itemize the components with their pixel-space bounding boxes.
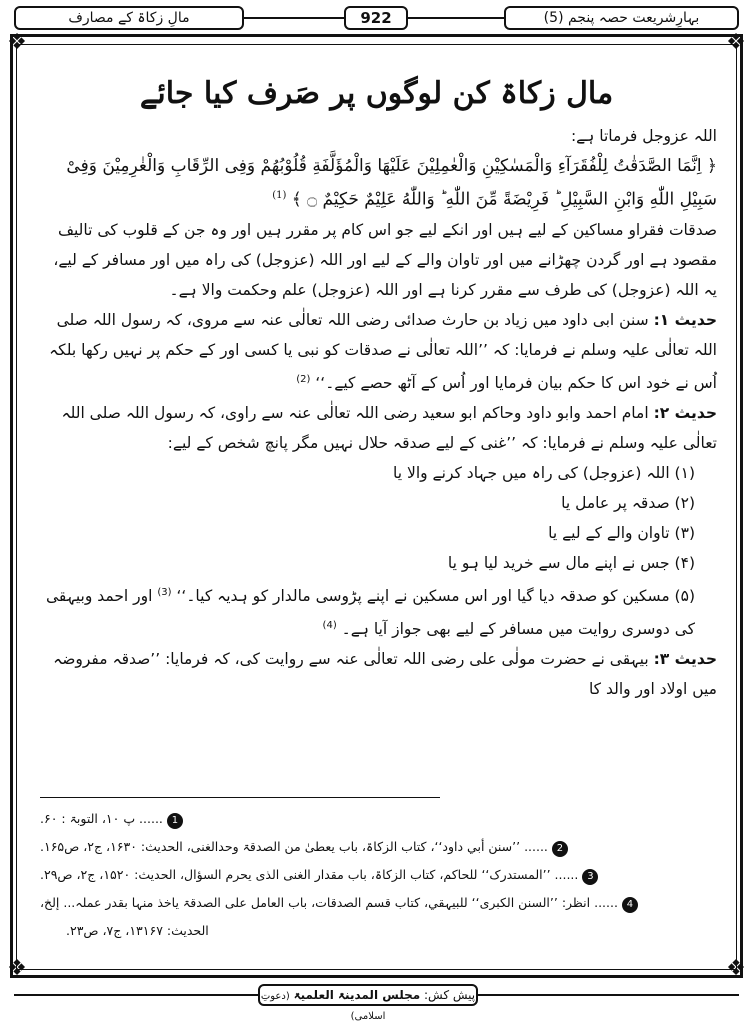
list-item: (۳) تاوان والے کے لیے یا xyxy=(548,523,695,542)
list-item xyxy=(36,578,717,644)
list-item-text: (۵) مسکین کو صدقہ دیا گیا اور اس مسکین نے اپنے پڑوسی مالدار کو ہدیہ کیا۔‘‘ xyxy=(176,586,695,605)
hadith-label: حدیث ۳: xyxy=(653,650,717,669)
publisher-badge xyxy=(258,984,478,1022)
presenter-label: پیش کش: xyxy=(424,988,476,1002)
hadith-2 xyxy=(36,398,717,458)
footnote-text: ...... پ ۱۰، التوبۃ : ۶۰. xyxy=(40,811,163,826)
verse-text: ﴿ اِنَّمَا الصَّدَقٰتُ لِلْفُقَرَآءِ وَالْمَسٰكِيْنِ وَالْعٰمِلِيْنَ عَلَيْهَا وَالْمُؤَلَّفَةِ قُلُوْبُهُمْ وَفِى الرِّقَابِ وَالْغٰرِمِيْنَ وَفِىْ سَبِيْلِ اللّٰهِ وَابْنِ السَّبِيْلِ ؕ فَرِيْضَةً مِّنَ اللّٰهِ ؕ وَاللّٰهُ عَلِيْمٌ حَكِيْمٌ ۝ ﴾ xyxy=(66,156,717,210)
translation-text: صدقات فقراو مساکین کے لیے ہیں اور انکے لیے جو اس کام پر مقرر ہیں اور وہ جن کے قلوب کی تالیف مقصود ہے اور گردن چھڑانے میں اور تاوان والے کے لیے اور اللہ (عزوجل) کی راہ میں اور مسافر کے لیے، یہ اللہ (عزوجل) کی طرف سے مقرر کرنا ہے اور اللہ (عزوجل) علم وحکمت والا ہے۔ xyxy=(53,220,717,299)
hadith-label: حدیث ۱: xyxy=(653,310,717,329)
hadith-label: حدیث ۲: xyxy=(653,403,717,422)
hadith-1 xyxy=(36,305,717,398)
chapter-title: مالِ زکاۃ کے مصارف xyxy=(14,6,244,30)
footnote-number: 1 xyxy=(167,813,183,829)
footnote-ref[interactable]: (3) xyxy=(157,586,172,598)
footer-rule xyxy=(14,994,258,996)
footnote-text: ...... ’’المستدرک‘‘ للحاکم، کتاب الزکاۃ، باب مقدار الغنی الذی یحرم السؤال، الحدیث: ۱۵۲۰، ج۲، ص۲۹. xyxy=(40,867,579,882)
footnote xyxy=(40,833,714,861)
publisher-tagline: (دعوتِ اسلامی) xyxy=(260,991,386,1022)
ornament-icon: ❖ xyxy=(7,956,27,981)
page-title: مال زکاۃ کن لوگوں پر صَرف کیا جائے xyxy=(139,76,614,111)
footnote-ref[interactable]: (1) xyxy=(272,190,287,201)
hadith-continuation: اور احمد وبیہقی کی دوسری روایت میں مسافر کے لیے بھی جواز آیا ہے۔ xyxy=(46,586,695,639)
footnote-text: ...... انظر: ’’السنن الکبری‘‘ للبیہقي، کتاب قسم الصدقات، باب العامل علی الصدقۃ یاخذ منہا بقدر عملہ... إلخ، xyxy=(40,895,618,910)
header-rule xyxy=(244,17,344,19)
list-item: (۴) جس نے اپنے مال سے خرید لیا ہو یا xyxy=(447,553,695,572)
hadith-text: بیہقی نے حضرت مولٰی علی رضی اللہ تعالٰی عنہ سے روایت کی، کہ فرمایا: ’’صدقہ مفروضہ میں اولاد اور والد کا xyxy=(53,650,717,699)
hadith-3 xyxy=(36,644,717,704)
footnote-ref[interactable]: (4) xyxy=(322,619,337,631)
footer-rule xyxy=(478,994,739,996)
footnote-text: ...... ’’سنن أبي داود‘‘، کتاب الزکاۃ، باب یعطیٰ من الصدقۃ وحدالغنی، الحدیث: ۱۶۳۰، ج۲، ص۱۶۵. xyxy=(40,839,548,854)
footnote-separator xyxy=(40,797,440,798)
page-footer xyxy=(0,984,753,1022)
list-item: (۱) اللہ (عزوجل) کی راہ میں جہاد کرنے والا یا xyxy=(393,463,695,482)
footnote xyxy=(40,805,714,833)
header-rule xyxy=(408,17,504,19)
footnote-ref[interactable]: (2) xyxy=(296,373,311,385)
ornament-icon: ❖ xyxy=(726,956,746,981)
quran-verse xyxy=(36,151,717,215)
ornament-icon: ❖ xyxy=(7,30,27,55)
footnote xyxy=(40,861,714,889)
footnote-number: 3 xyxy=(582,869,598,885)
page-number: 922 xyxy=(344,6,408,30)
intro-text: اللہ عزوجل فرماتا ہے: xyxy=(570,127,717,145)
book-title: بہارِشریعت حصہ پنجم (5) xyxy=(504,6,739,30)
hadith-text: امام احمد وابو داود وحاکم ابو سعید رضی اللہ تعالٰی عنہ سے راوی، کہ رسول اللہ صلی اللہ تعالٰی علیہ وسلم نے فرمایا: کہ ’’غنی کے لیے صدقہ حلال نہیں مگر پانچ شخص کے لیے: xyxy=(61,403,717,452)
footnote-continuation: الحدیث: ۱۳۱۶۷، ج۷، ص۲۳. xyxy=(66,923,209,938)
footnote-number: 4 xyxy=(622,897,638,913)
main-content xyxy=(36,70,717,704)
page-header xyxy=(0,4,753,32)
publisher-name: مجلس المدینۃ العلمیۃ xyxy=(293,988,421,1002)
footnote-number: 2 xyxy=(552,841,568,857)
footnote xyxy=(40,889,714,917)
footnotes xyxy=(40,805,714,945)
ornament-icon: ❖ xyxy=(726,30,746,55)
list-item: (۲) صدقہ پر عامل یا xyxy=(561,493,695,512)
hadith-text: سنن ابی داود میں زیاد بن حارث صدائی رضی اللہ تعالٰی عنہ سے مروی، کہ رسول اللہ صلی اللہ تعالٰی علیہ وسلم نے فرمایا: کہ ’’اللہ تعالٰی نے صدقات کو نبی یا کسی اور کے حکم پر نہیں رکھا بلکہ اُس نے خود اس کا حکم بیان فرمایا اور اُس کے آٹھ حصے کیے۔‘‘ xyxy=(49,310,717,392)
